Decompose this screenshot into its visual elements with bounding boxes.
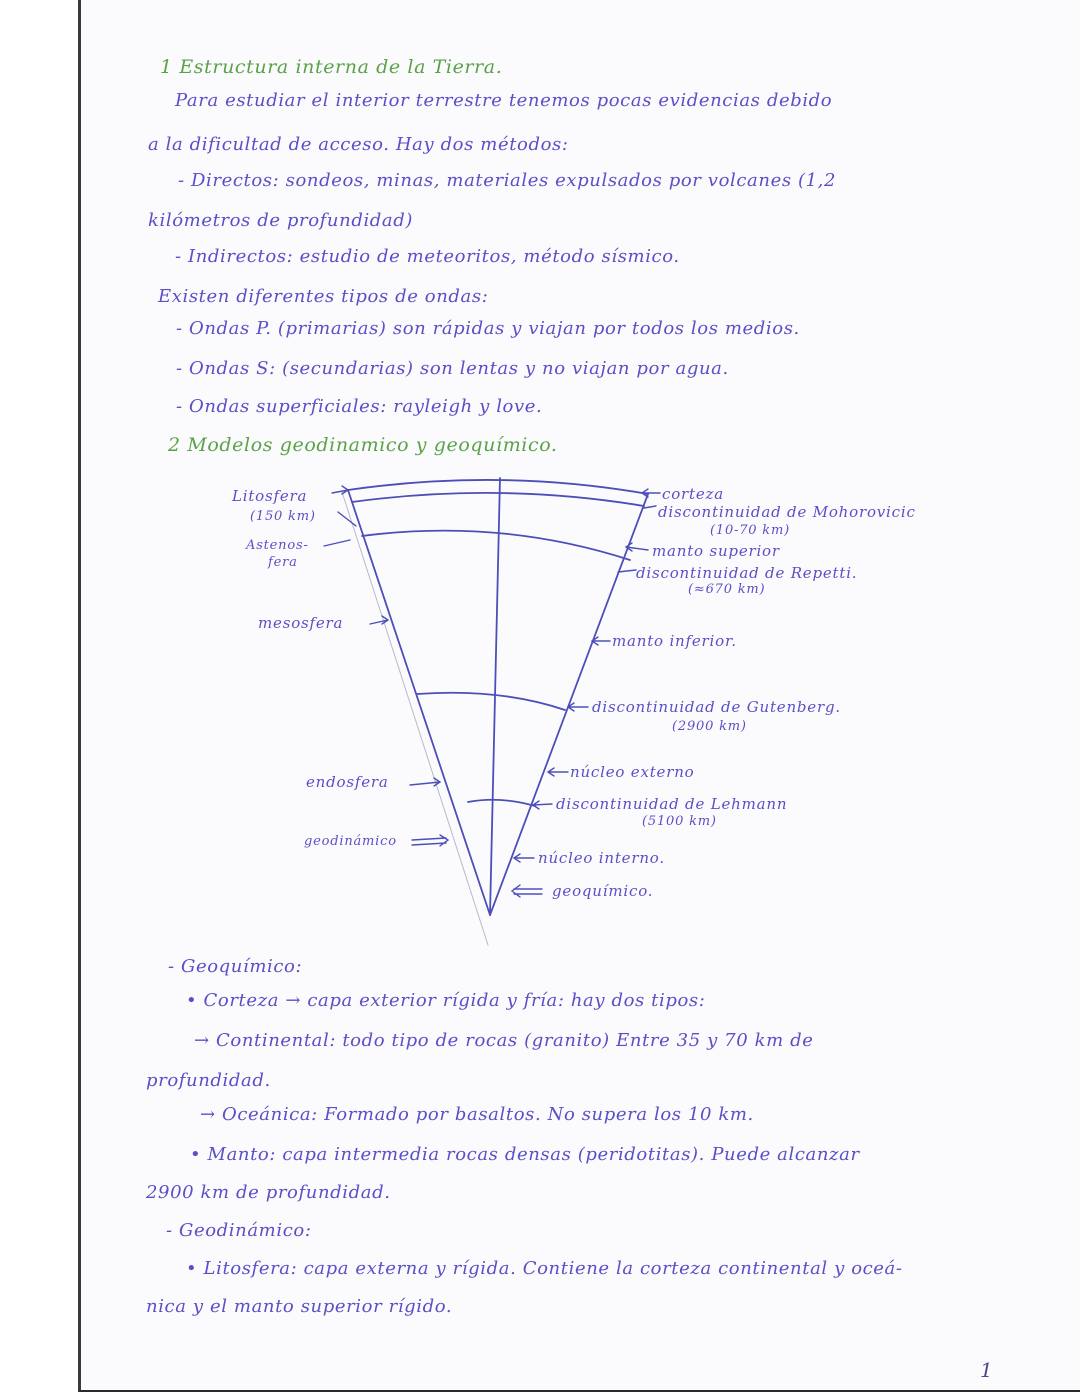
label-geoquimico: geoquímico. [552,882,654,900]
section-2-title: 2 Modelos geodinamico y geoquímico. [168,434,558,456]
arrow-litosfera-2 [338,512,356,526]
diagram-repetti-arc [362,531,630,560]
arrow-mohorovicic [644,506,656,508]
arrow-repetti [618,570,636,572]
diagram-lehmann-arc [468,800,535,806]
directos-line-1: - Directos: sondeos, minas, materiales expulsados por volcanes (1,2 [178,170,837,191]
oceanica-line: → Oceánica: Formado por basaltos. No supera los 10 km. [200,1104,754,1125]
label-gutenberg-km: (2900 km) [672,719,747,734]
indirectos-line: - Indirectos: estudio de meteoritos, método sísmico. [175,246,680,267]
ondas-superficiales: - Ondas superficiales: rayleigh y love. [176,396,543,417]
diagram-second-arc [352,493,644,506]
arrow-nucleo-interno [514,854,534,862]
label-nucleo-externo: núcleo externo [570,763,695,781]
geoquimico-heading: - Geoquímico: [168,956,303,977]
ondas-intro: Existen diferentes tipos de ondas: [158,286,489,307]
label-gutenberg: discontinuidad de Gutenberg. [592,698,841,716]
ondas-s: - Ondas S: (secundarias) son lentas y no viajan por agua. [176,358,729,379]
arrow-geodinamico [412,835,448,846]
label-mesosfera: mesosfera [258,614,344,632]
litosfera-line-2: nica y el manto superior rígido. [146,1296,453,1317]
directos-line-2: kilómetros de profundidad) [148,210,413,231]
arrow-manto-superior [626,543,648,551]
arrow-geoquimico [512,885,542,897]
label-lehmann: discontinuidad de Lehmann [556,795,788,813]
label-repetti: discontinuidad de Repetti. [636,564,858,582]
label-astenosfera-1: Astenos- [246,538,309,553]
arrow-litosfera [332,486,348,494]
continental-line-1: → Continental: todo tipo de rocas (granito) Entre 35 y 70 km de [194,1030,814,1051]
label-mohorovicic-km: (10-70 km) [710,523,790,538]
diagram-center-line [490,478,500,915]
manto-line-2: 2900 km de profundidad. [146,1182,391,1203]
intro-line-1: Para estudiar el interior terrestre tenemos pocas evidencias debido [175,90,833,111]
litosfera-line-1: • Litosfera: capa externa y rígida. Contiene la corteza continental y oceá- [186,1258,903,1279]
diagram-left-edge [348,490,490,915]
label-repetti-km: (≈670 km) [688,582,766,597]
label-nucleo-interno: núcleo interno. [538,849,665,867]
section-1-title: 1 Estructura interna de la Tierra. [160,56,503,78]
arrow-corteza [642,489,660,497]
manto-line-1: • Manto: capa intermedia rocas densas (peridotitas). Puede alcanzar [190,1144,860,1165]
diagram-gutenberg-arc [417,693,565,710]
geodinamico-heading: - Geodinámico: [166,1220,312,1241]
label-corteza: corteza [662,485,724,503]
arrow-lehmann [533,801,552,809]
label-endosfera: endosfera [306,773,389,791]
arrow-mesosfera [370,616,388,624]
label-litosfera: Litosfera [232,487,308,505]
label-geodinamico: geodinámico [304,834,397,849]
ondas-p: - Ondas P. (primarias) son rápidas y viajan por todos los medios. [176,318,800,339]
label-astenosfera-2: fera [268,555,298,570]
arrow-gutenberg [568,703,588,711]
corteza-line: • Corteza → capa exterior rígida y fría: hay dos tipos: [186,990,706,1011]
intro-line-2: a la dificultad de acceso. Hay dos métodos: [148,134,569,155]
arrow-astenosfera [324,540,350,546]
arrow-nucleo-externo [548,768,568,776]
diagram-top-arc [348,480,648,494]
arrow-endosfera [410,778,440,786]
page-number: 1 [980,1358,994,1382]
label-manto-superior: manto superior [652,542,780,560]
label-mohorovicic: discontinuidad de Mohorovicic [658,503,916,521]
label-manto-inferior: manto inferior. [612,632,737,650]
continental-line-2: profundidad. [146,1070,271,1091]
diagram-shadow-line [342,492,488,945]
label-lehmann-km: (5100 km) [642,814,717,829]
label-litosfera-km: (150 km) [250,509,316,524]
